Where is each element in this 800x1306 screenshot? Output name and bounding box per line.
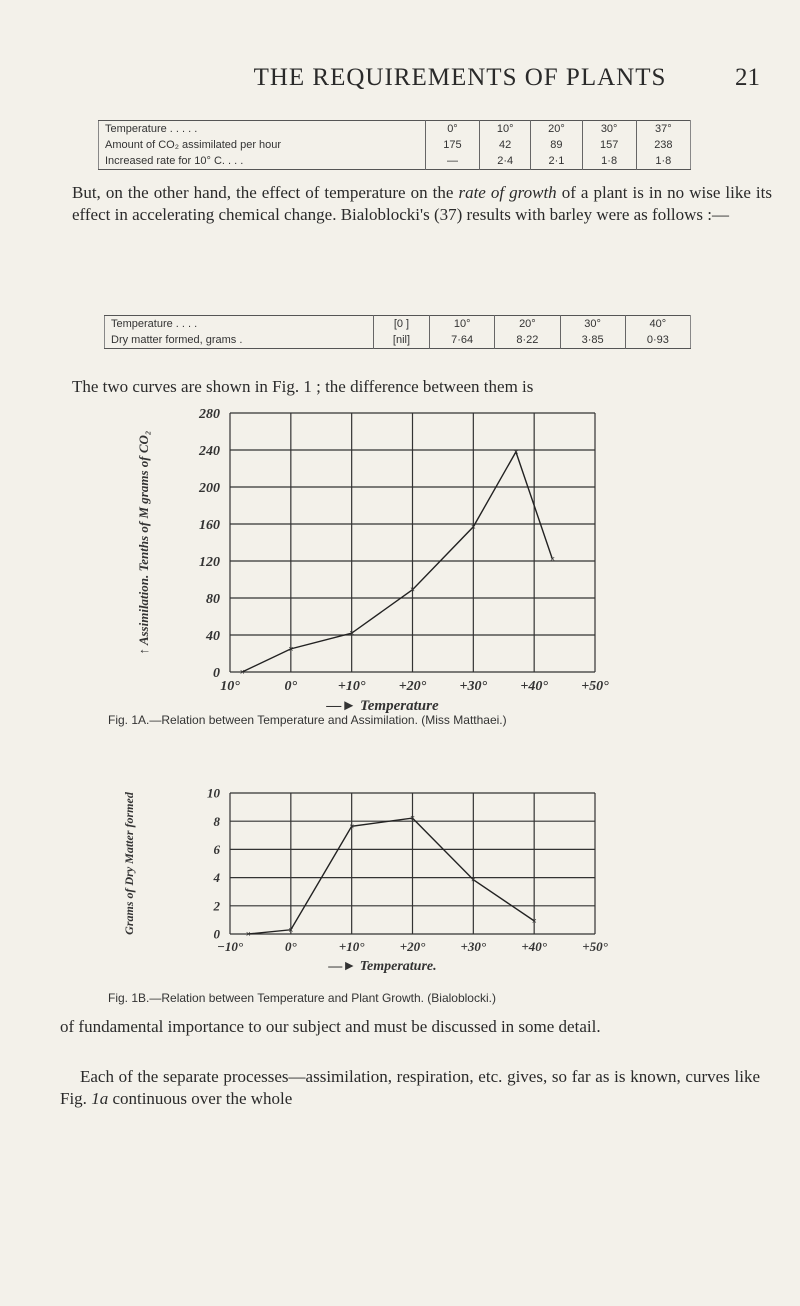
figure-caption-1b: Fig. 1B.—Relation between Temperature and Plant Growth. (Bialoblocki.): [108, 991, 496, 1005]
table-cell: 40°: [625, 316, 690, 333]
y-tick-label: 0: [213, 926, 220, 942]
table-cell: 89: [531, 137, 582, 153]
x-tick-label: 10°: [220, 679, 240, 694]
chart-dry-matter: [0, 748, 800, 988]
y-tick-label: 120: [199, 554, 220, 570]
data-point-marker: ×: [470, 874, 476, 885]
y-axis-label: ↑ Assimilation. Tenths of M grams of CO₂: [136, 430, 151, 655]
data-point-marker: ×: [513, 446, 519, 457]
row-label: Dry matter formed, grams .: [111, 334, 243, 346]
running-header: [60, 64, 760, 94]
x-tick-label: +40°: [521, 939, 547, 954]
table-cell: 2·1: [531, 153, 582, 170]
figure-caption-1a: Fig. 1A.—Relation between Temperature and Assimilation. (Miss Matthaei.): [108, 713, 507, 727]
paragraph-curves: The two curves are shown in Fig. 1 ; the difference between them is: [72, 377, 534, 396]
header-title: THE REQUIREMENTS OF PLANTS: [253, 64, 667, 91]
x-tick-label: 0°: [284, 679, 298, 694]
y-tick-label: 80: [206, 591, 220, 607]
y-tick-label: 280: [199, 406, 220, 422]
row-label: Increased rate for 10° C. . . .: [105, 155, 244, 167]
table-cell: 157: [582, 137, 636, 153]
table-cell: 2·4: [480, 153, 531, 170]
x-tick-label: +30°: [460, 939, 487, 954]
table-cell: 30°: [582, 121, 636, 138]
series-line: [242, 452, 552, 672]
data-point-marker: ×: [549, 554, 555, 565]
row-label: Amount of CO₂ assimilated per hour: [105, 139, 282, 151]
y-tick-label: 200: [199, 480, 220, 496]
chart-assimilation: [0, 395, 800, 715]
data-point-marker: ×: [349, 821, 355, 832]
y-tick-label: 40: [206, 628, 220, 644]
table-row: [99, 153, 691, 170]
text-run: of a plant is in no wise like its effect in accelerating chemical change. Bialoblocki's (37) results with barley were as follows :—: [72, 183, 772, 224]
x-axis-label: —► Temperature: [326, 698, 439, 714]
table-cell: 175: [425, 137, 479, 153]
table-row: [105, 316, 691, 333]
y-tick-label: 2: [213, 898, 220, 914]
x-tick-label: +20°: [398, 679, 427, 694]
data-point-marker: ×: [288, 924, 294, 935]
table-cell: [nil]: [373, 332, 429, 349]
data-point-marker: ×: [409, 584, 416, 595]
page-number: 21: [735, 64, 760, 91]
y-axis-label: Grams of Dry Matter formed: [122, 792, 136, 935]
x-tick-label: +50°: [581, 679, 609, 694]
y-tick-label: 4: [213, 870, 220, 886]
table-cell: [0 ]: [373, 316, 429, 333]
table-row: [99, 121, 691, 138]
table-cell: 10°: [430, 316, 495, 333]
table-cell: 7·64: [430, 332, 495, 349]
y-tick-label: 0: [213, 665, 220, 681]
text-run: Each of the separate processes—assimilation, respiration, etc. gives, so far as is known, curves like Fig.: [60, 1067, 760, 1108]
table-cell: 1·8: [582, 153, 636, 170]
table-cell: 10°: [480, 121, 531, 138]
table-cell: 0°: [425, 121, 479, 138]
data-point-marker: ×: [288, 643, 294, 654]
x-axis-label: —► Temperature.: [328, 959, 437, 974]
text-run: continuous over the whole: [108, 1089, 293, 1108]
data-point-marker: ×: [349, 628, 355, 639]
x-tick-label: −10°: [216, 939, 244, 954]
data-point-marker: ×: [409, 813, 416, 824]
y-tick-label: 6: [213, 841, 220, 857]
y-tick-label: 8: [213, 813, 220, 829]
y-tick-label: 10: [207, 785, 220, 801]
text-run: But, on the other hand, the effect of temperature on the: [72, 183, 459, 202]
x-tick-label: +10°: [337, 679, 366, 694]
table-row: [105, 332, 691, 349]
data-point-marker: ×: [531, 915, 537, 926]
paragraph-processes: [60, 1066, 760, 1110]
data-point-marker: ×: [470, 521, 476, 532]
emphasis-text: rate of growth: [458, 183, 557, 202]
paragraph-growth-rate: [72, 182, 772, 226]
table-cell: —: [425, 153, 479, 170]
x-tick-label: +20°: [399, 939, 426, 954]
x-tick-label: +30°: [459, 679, 488, 694]
table-row: [99, 137, 691, 153]
table-cell: 0·93: [625, 332, 690, 349]
table-cell: 238: [636, 137, 690, 153]
table-cell: 8·22: [495, 332, 560, 349]
row-label: Temperature . . . . .: [105, 123, 198, 135]
growth-table: [104, 315, 691, 349]
x-tick-label: 0°: [284, 939, 297, 954]
paragraph-importance: of fundamental importance to our subject and must be discussed in some detail.: [60, 1017, 601, 1036]
table-cell: 20°: [531, 121, 582, 138]
table-cell: 42: [480, 137, 531, 153]
data-point-marker: ×: [245, 929, 251, 939]
table-cell: 37°: [636, 121, 690, 138]
emphasis-text: 1a: [91, 1089, 109, 1108]
x-tick-label: +10°: [338, 939, 365, 954]
x-tick-label: +40°: [520, 679, 548, 694]
x-tick-label: +50°: [582, 939, 608, 954]
data-point-marker: ×: [239, 667, 245, 677]
table-cell: 1·8: [636, 153, 690, 170]
table-cell: 3·85: [560, 332, 625, 349]
table-cell: 30°: [560, 316, 625, 333]
row-label: Temperature . . . .: [111, 318, 198, 330]
y-tick-label: 160: [199, 517, 220, 533]
table-cell: 20°: [495, 316, 560, 333]
y-tick-label: 240: [199, 443, 220, 459]
assimilation-table: [98, 120, 691, 170]
